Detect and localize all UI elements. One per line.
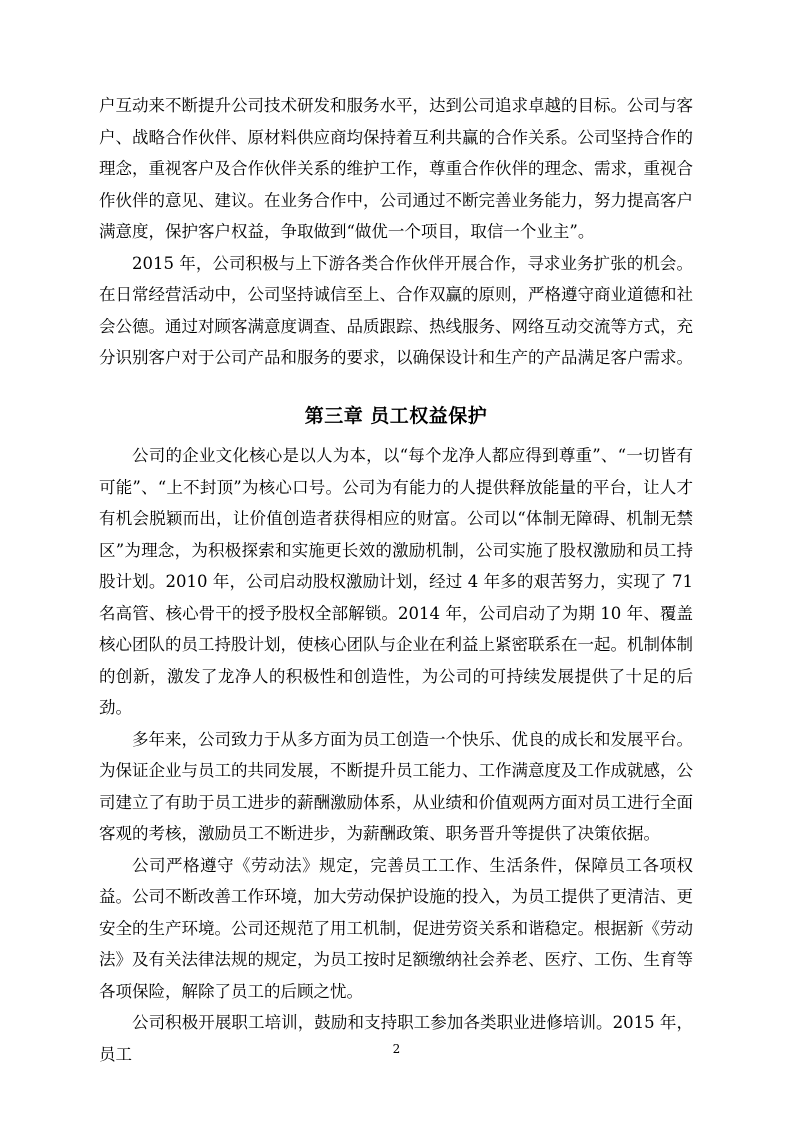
paragraph: 公司的企业文化核心是以人为本，以“每个龙净人都应得到尊重”、“一切皆有可能”、“上不封顶”为核心口号。公司为有能力的人提供释放能量的平台，让人才有机会脱颖而出，让价值创造者获得相应的财富。公司以“体制无障碍、机制无禁区”为理念，为积极探索和实施更长效的激励机制，公司实施了股权激励和员工持股计划。2010 年，公司启动股权激励计划，经过 4 年多的艰苦努力，实现了 71 名高管、核心骨干的授予股权全部解锁。2014 年，公司启动了为期 10 年、覆盖核心团队的员工持股计划，使核心团队与企业在利益上紧密联系在一起。机制体制的创新，激发了龙净人的积极性和创造性，为公司的可持续发展提供了十足的后劲。 [99, 446, 693, 717]
paragraph-continued: 户互动来不断提升公司技术研发和服务水平，达到公司追求卓越的目标。公司与客户、战略合作伙伴、原材料供应商均保持着互利共赢的合作关系。公司坚持合作的理念，重视客户及合作伙伴关系的维护工作，尊重合作伙伴的理念、需求，重视合作伙伴的意见、建议。在业务合作中，公司通过不断完善业务能力，努力提高客户满意度，保护客户权益，争取做到“做优一个项目，取信一个业主”。 [99, 96, 693, 241]
paragraph: 公司积极开展职工培训，鼓励和支持职工参加各类职业进修培训。2015 年，员工 [99, 1013, 693, 1064]
chapter-body [99, 440, 693, 1070]
paragraph: 公司严格遵守《劳动法》规定，完善员工工作、生活条件，保障员工各项权益。公司不断改善工作环境，加大劳动保护设施的投入，为员工提供了更清洁、更安全的生产环境。公司还规范了用工机制，促进劳资关系和谐稳定。根据新《劳动法》及有关法律法规的规定，为员工按时足额缴纳社会养老、医疗、工伤、生育等各项保险，解除了员工的后顾之忧。 [99, 855, 693, 1001]
chapter-heading: 第三章 员工权益保护 [304, 405, 488, 427]
paragraph: 多年来，公司致力于从多方面为员工创造一个快乐、优良的成长和发展平台。为保证企业与员工的共同发展，不断提升员工能力、工作满意度及工作成就感，公司建立了有助于员工进步的薪酬激励体系，从业绩和价值观两方面对员工进行全面客观的考核，激励员工不断进步，为薪酬政策、职务晋升等提供了决策依据。 [99, 729, 693, 843]
paragraph: 2015 年，公司积极与上下游各类合作伙伴开展合作，寻求业务扩张的机会。在日常经营活动中，公司坚持诚信至上、合作双赢的原则，严格遵守商业道德和社会公德。通过对顾客满意度调查、品质跟踪、热线服务、网络互动交流等方式，充分识别客户对于公司产品和服务的要求，以确保设计和生产的产品满足客户需求。 [99, 253, 693, 367]
previous-section-body [99, 90, 693, 374]
page-number: 2 [392, 1042, 401, 1056]
